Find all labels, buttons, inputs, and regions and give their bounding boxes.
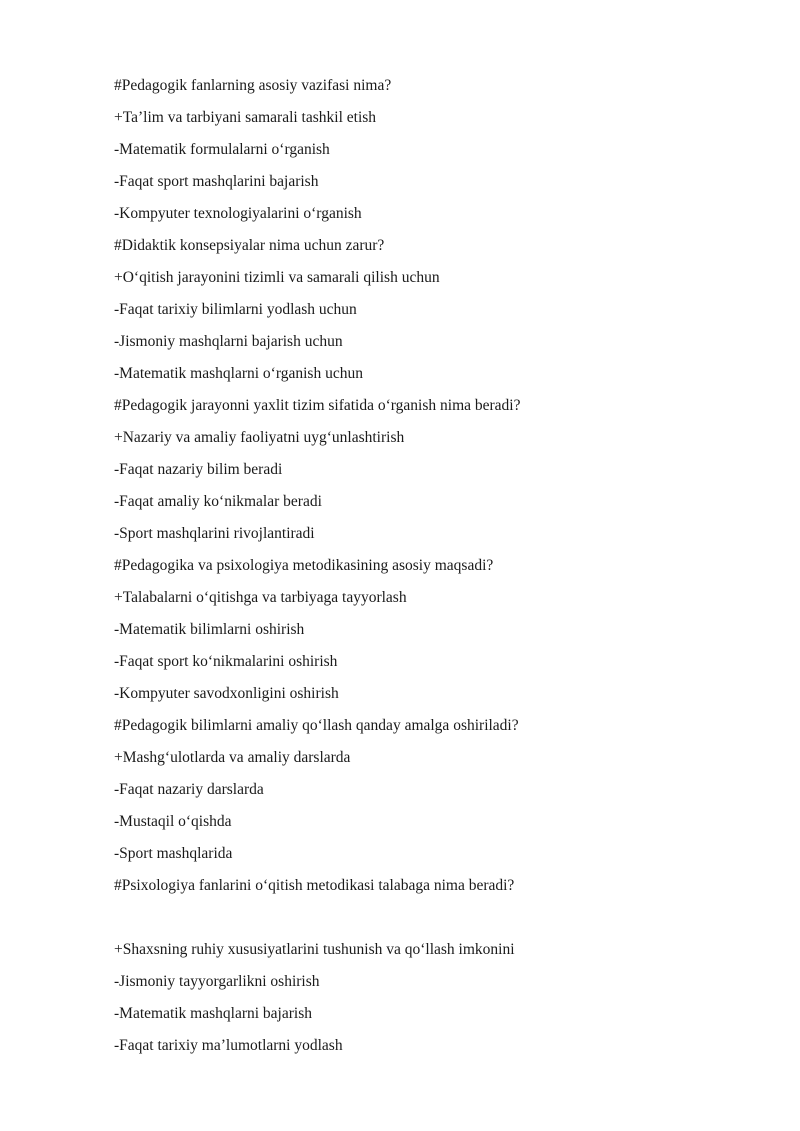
correct-answer: +Ta’lim va tarbiyani samarali tashkil etish — [114, 109, 377, 126]
answer-option: -Mustaqil o‘qishda — [114, 813, 232, 830]
question-text: #Pedagogika va psixologiya metodikasining asosiy maqsadi? — [114, 557, 494, 574]
answer-option: -Sport mashqlarini rivojlantiradi — [114, 525, 315, 542]
answer-option: -Faqat amaliy ko‘nikmalar beradi — [114, 493, 322, 510]
correct-answer: +Shaxsning ruhiy xususiyatlarini tushunish va qo‘llash imkonini — [114, 941, 515, 958]
question-text: #Pedagogik jarayonni yaxlit tizim sifatida o‘rganish nima beradi? — [114, 397, 521, 414]
answer-option: -Faqat tarixiy ma’lumotlarni yodlash — [114, 1037, 343, 1054]
answer-option: -Kompyuter savodxonligini oshirish — [114, 685, 339, 702]
document-body — [114, 75, 754, 1067]
answer-option: -Matematik formulalarni o‘rganish — [114, 141, 330, 158]
correct-answer: +Talabalarni o‘qitishga va tarbiyaga tayyorlash — [114, 589, 407, 606]
correct-answer: +O‘qitish jarayonini tizimli va samarali qilish uchun — [114, 269, 440, 286]
correct-answer: +Mashg‘ulotlarda va amaliy darslarda — [114, 749, 351, 766]
correct-answer: +Nazariy va amaliy faoliyatni uyg‘unlashtirish — [114, 429, 405, 446]
paragraph-gap — [114, 907, 754, 939]
answer-option: -Jismoniy tayyorgarlikni oshirish — [114, 973, 320, 990]
question-text: #Pedagogik bilimlarni amaliy qo‘llash qanday amalga oshiriladi? — [114, 717, 519, 734]
answer-option: -Jismoniy mashqlarni bajarish uchun — [114, 333, 343, 350]
answer-option: -Sport mashqlarida — [114, 845, 233, 862]
answer-option: -Matematik bilimlarni oshirish — [114, 621, 305, 638]
answer-option: -Faqat nazariy darslarda — [114, 781, 264, 798]
question-text: #Pedagogik fanlarning asosiy vazifasi nima? — [114, 77, 392, 94]
answer-option: -Matematik mashqlarni bajarish — [114, 1005, 312, 1022]
answer-option: -Faqat sport mashqlarini bajarish — [114, 173, 319, 190]
question-text: #Psixologiya fanlarini o‘qitish metodikasi talabaga nima beradi? — [114, 877, 515, 894]
answer-option: -Faqat sport ko‘nikmalarini oshirish — [114, 653, 338, 670]
answer-option: -Matematik mashqlarni o‘rganish uchun — [114, 365, 363, 382]
question-text: #Didaktik konsepsiyalar nima uchun zarur? — [114, 237, 385, 254]
answer-option: -Faqat nazariy bilim beradi — [114, 461, 283, 478]
answer-option: -Kompyuter texnologiyalarini o‘rganish — [114, 205, 362, 222]
answer-option: -Faqat tarixiy bilimlarni yodlash uchun — [114, 301, 357, 318]
